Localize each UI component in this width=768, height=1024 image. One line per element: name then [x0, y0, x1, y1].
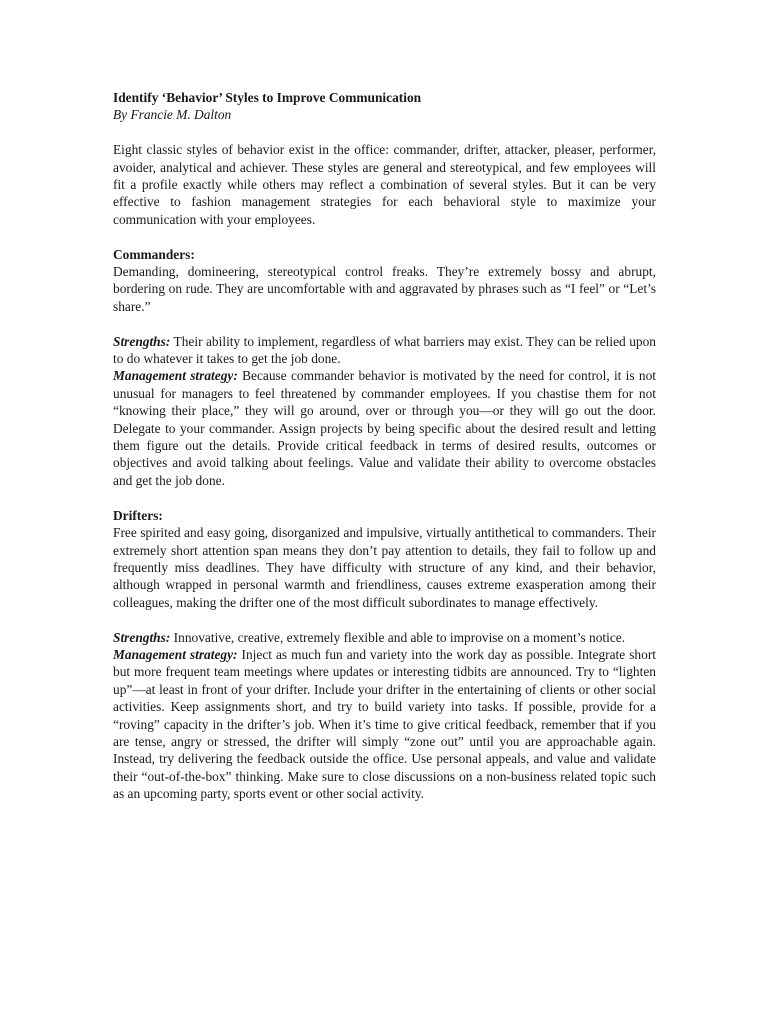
strengths-label: Strengths:: [113, 629, 171, 645]
section-commanders: [113, 246, 656, 490]
section-heading: Commanders:: [113, 246, 195, 262]
section-heading: Drifters:: [113, 507, 163, 523]
strengths-text: Their ability to implement, regardless of what barriers may exist. They can be relied upon to do whatever it takes to get the job done.: [113, 333, 656, 367]
strengths-paragraph: [113, 629, 656, 646]
document-page: [113, 89, 656, 803]
section-description: Demanding, domineering, stereotypical control freaks. They’re extremely bossy and abrupt, bordering on rude. They are uncomfortable with and aggravated by phrases such as “I feel” or “Let’s share.”: [113, 264, 656, 314]
document-byline: By Francie M. Dalton: [113, 107, 232, 123]
strengths-text: Innovative, creative, extremely flexible and able to improvise on a moment’s notice.: [170, 629, 626, 645]
strategy-paragraph: [113, 646, 656, 803]
strengths-label: Strengths:: [113, 333, 171, 349]
section-description: Free spirited and easy going, disorganized and impulsive, virtually antithetical to commanders. Their extremely short attention span means they don’t pay attention to details, they fail to follow up and frequently miss deadlines. They have difficulty with structure of any kind, and their behavior, although wrapped in personal warmth and friendliness, causes extreme exasperation among their colleagues, making the drifter one of the most difficult subordinates to manage effectively.: [113, 525, 656, 610]
section-drifters: [113, 507, 656, 803]
intro-paragraph: Eight classic styles of behavior exist in the office: commander, drifter, attacker, pleaser, performer, avoider, analytical and achiever. These styles are general and stereotypical, and few employees will fit a profile exactly while others may reflect a combination of several styles. But it can be very effective to fashion management strategies for each behavioral style to maximize your communication with your employees.: [113, 142, 656, 227]
strategy-label: Management strategy:: [113, 646, 238, 662]
document-title: Identify ‘Behavior’ Styles to Improve Communication: [113, 90, 422, 105]
strategy-label: Management strategy:: [113, 368, 238, 384]
strategy-paragraph: [113, 367, 656, 489]
strengths-paragraph: [113, 333, 656, 368]
strategy-text: Because commander behavior is motivated by the need for control, it is not unusual for managers to feel threatened by commander employees. If you chastise them for not “knowing their place,” they will go around, over or through you—or they will go out the door. Delegate to your commander. Assign projects by being specific about the desired result and letting them figure out the details. Provide critical feedback in terms of desired results, outcomes or objectives and avoid talking about feelings. Value and validate their ability to overcome obstacles and get the job done.: [113, 368, 656, 488]
strategy-text: Inject as much fun and variety into the work day as possible. Integrate short but more frequent team meetings where updates or interesting tidbits are announced. Try to “lighten up”—at least in front of your drifter. Include your drifter in the entertaining of clients or other social activities. Keep assignments short, and try to build variety into tasks. If possible, provide for a “roving” capacity in the drifter’s job. When it’s time to give critical feedback, remember that if you are tense, angry or stressed, the drifter will simply “zone out” until you are approachable again. Instead, try delivering the feedback outside the office. Use personal appeals, and value and validate their “out-of-the-box” thinking. Make sure to close discussions on a non-business related topic such as an upcoming party, sports event or other social activity.: [113, 646, 657, 802]
